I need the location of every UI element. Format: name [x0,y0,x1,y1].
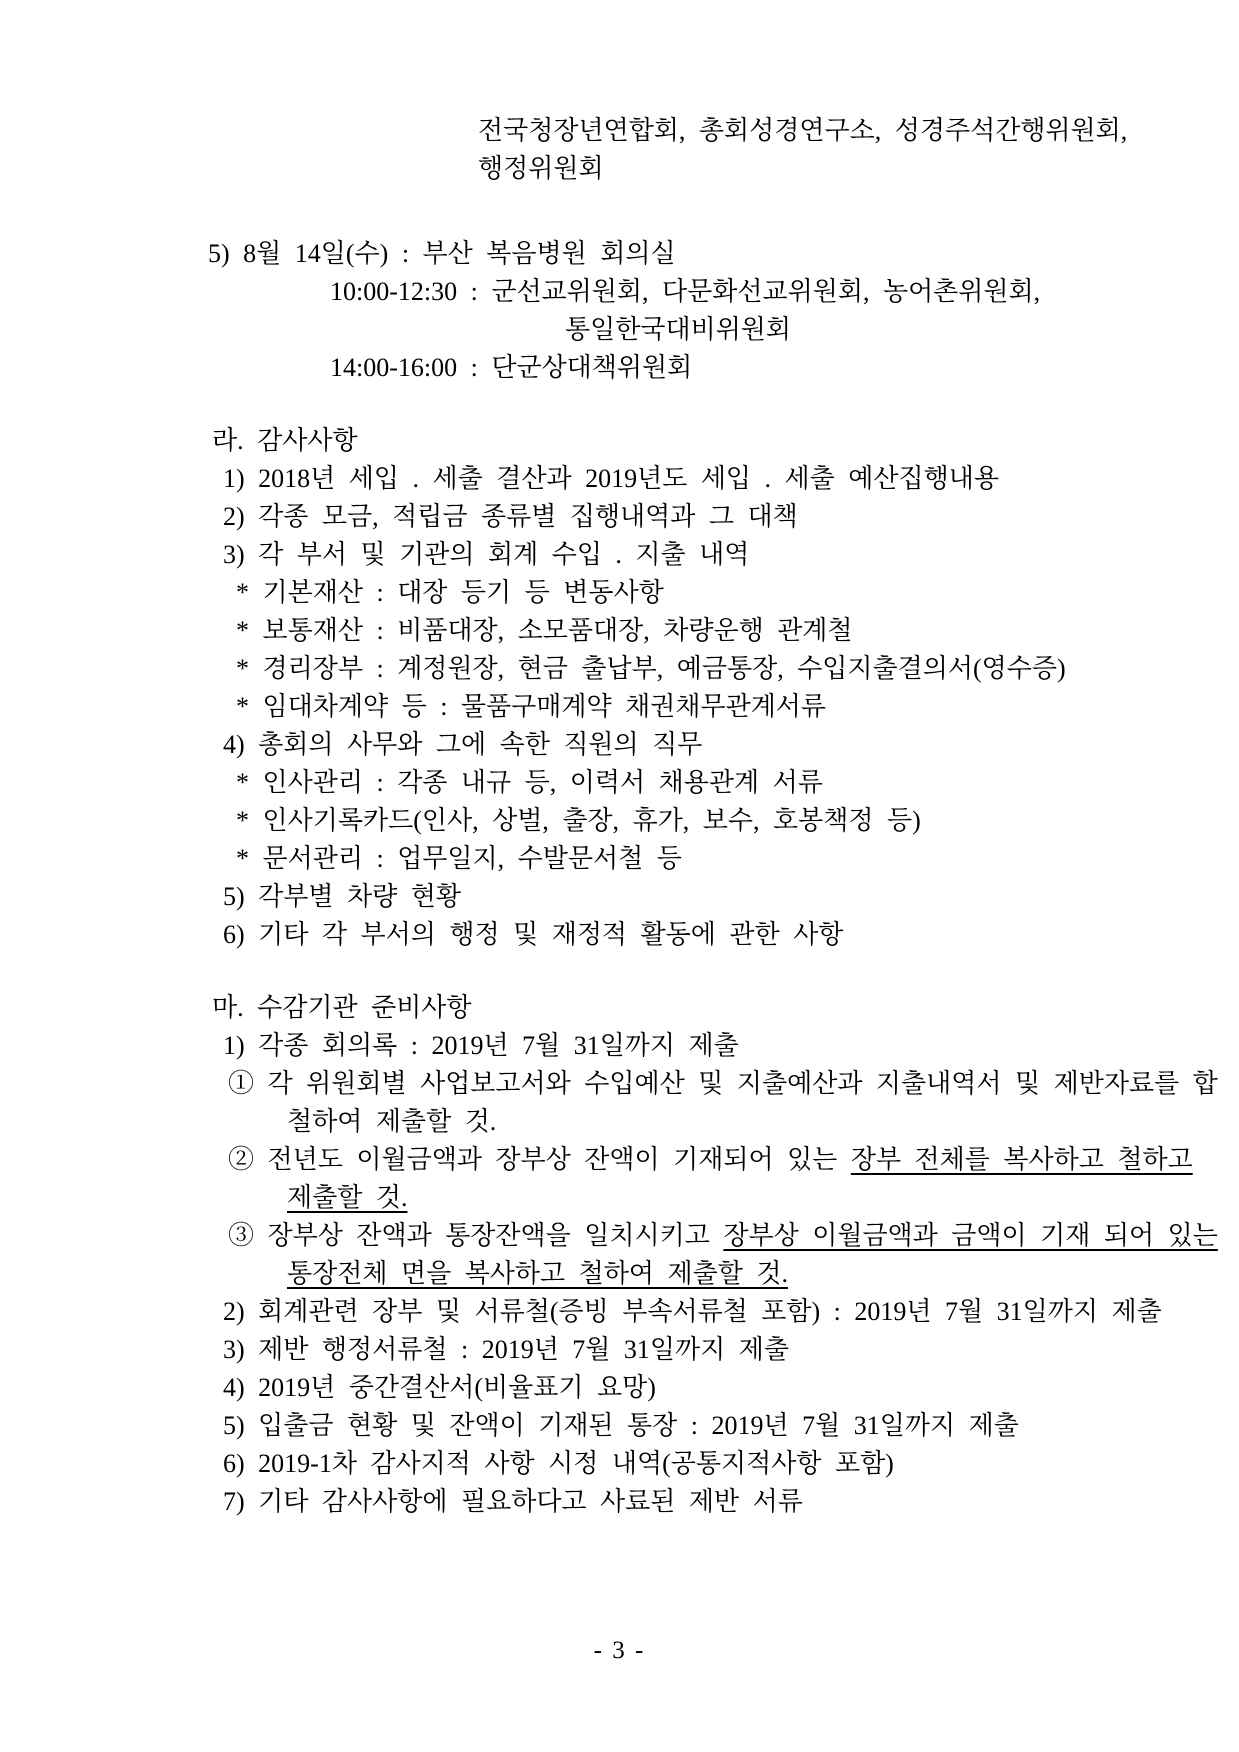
underlined-text: 통장전체 면을 복사하고 철하여 제출할 것. [287,1259,788,1288]
text-segment: * 경리장부 : 계정원장, 현금 출납부, 예금통장, 수입지출결의서(영수증) [236,654,1066,683]
text-segment: * 인사기록카드(인사, 상벌, 출장, 휴가, 보수, 호봉책정 등) [236,806,921,835]
section-ma-heading [212,989,1239,1027]
continuation-line [565,311,1239,349]
text-segment: ② 전년도 이월금액과 장부상 잔액이 기재되어 있는 [228,1145,851,1174]
continuation-line [478,112,1239,150]
page-number: - 3 - [593,1637,646,1664]
schedule-item-5 [208,235,1239,273]
audit-item [223,878,1239,916]
text-segment: 라. 감사사항 [212,426,358,455]
prep-item [223,1445,1239,1483]
text-segment: 5) 입출금 현황 및 잔액이 기재된 통장 : 2019년 7월 31일까지 제출 [223,1411,1019,1440]
prep-item [223,1331,1239,1369]
text-segment: 4) 2019년 중간결산서(비율표기 요망) [223,1373,656,1402]
text-segment: 4) 총회의 사무와 그에 속한 직원의 직무 [223,730,703,759]
text-segment: 7) 기타 감사사항에 필요하다고 사료된 제반 서류 [223,1487,803,1516]
text-segment: 1) 2018년 세입 . 세출 결산과 2019년도 세입 . 세출 예산집행내용 [223,464,999,493]
text-segment: 통일한국대비위원회 [565,315,792,344]
text-segment: 철하여 제출할 것. [287,1107,497,1136]
audit-subitem [236,764,1239,802]
text-segment: 6) 기타 각 부서의 행정 및 재정적 활동에 관한 사항 [223,920,844,949]
text-segment: 5) 각부별 차량 현황 [223,882,461,911]
text-segment: 2) 회계관련 장부 및 서류철(증빙 부속서류철 포함) : 2019년 7월 31일까지 제출 [223,1297,1162,1326]
text-segment: 10:00-12:30 : 군선교위원회, 다문화선교위원회, 농어촌위원회, [330,277,1041,306]
prep-item [223,1293,1239,1331]
section-ra-heading [212,422,1239,460]
text-segment: * 문서관리 : 업무일지, 수발문서철 등 [236,844,682,873]
text-segment: 행정위원회 [478,154,604,183]
prep-item [223,1483,1239,1521]
text-segment: 전국청장년연합회, 총회성경연구소, 성경주석간행위원회, [478,116,1128,145]
audit-item [223,536,1239,574]
audit-subitem [236,688,1239,726]
text-segment: 1) 각종 회의록 : 2019년 7월 31일까지 제출 [223,1031,739,1060]
audit-subitem [236,650,1239,688]
audit-subitem [236,802,1239,840]
prep-subitem-continuation [287,1179,1239,1217]
text-segment: 3) 각 부서 및 기관의 회계 수입 . 지출 내역 [223,540,750,569]
prep-subitem-continuation [287,1255,1239,1293]
audit-subitem [236,840,1239,878]
schedule-time-line [330,273,1239,311]
audit-subitem [236,574,1239,612]
audit-item [223,726,1239,764]
prep-subitem [228,1217,1239,1255]
prep-subitem [228,1065,1239,1103]
text-segment: * 인사관리 : 각종 내규 등, 이력서 채용관계 서류 [236,768,823,797]
audit-item [223,916,1239,954]
continuation-line [478,150,1239,188]
text-segment: 6) 2019-1차 감사지적 사항 시정 내역(공통지적사항 포함) [223,1449,894,1478]
text-segment: ③ 장부상 잔액과 통장잔액을 일치시키고 [228,1221,724,1250]
prep-item [223,1407,1239,1445]
underlined-text: 제출할 것. [287,1183,408,1212]
text-segment: 마. 수감기관 준비사항 [212,993,472,1022]
text-segment: ① 각 위원회별 사업보고서와 수입예산 및 지출예산과 지출내역서 및 제반자료를 합 [228,1069,1218,1098]
audit-subitem [236,612,1239,650]
schedule-time-line [330,349,1239,387]
text-segment: 3) 제반 행정서류철 : 2019년 7월 31일까지 제출 [223,1335,790,1364]
underlined-text: 장부 전체를 복사하고 철하고 [850,1145,1193,1174]
prep-item [223,1027,1239,1065]
audit-item [223,460,1239,498]
prep-subitem-continuation [287,1103,1239,1141]
prep-subitem [228,1141,1239,1179]
prep-item [223,1369,1239,1407]
text-segment: * 임대차계약 등 : 물품구매계약 채권채무관계서류 [236,692,827,721]
underlined-text: 장부상 이월금액과 금액이 기재 되어 있는 [723,1221,1218,1250]
text-segment: 2) 각종 모금, 적립금 종류별 집행내역과 그 대책 [223,502,798,531]
text-segment: 14:00-16:00 : 단군상대책위원회 [330,353,693,382]
text-segment: 5) 8월 14일(수) : 부산 복음병원 회의실 [208,239,676,268]
text-segment: * 기본재산 : 대장 등기 등 변동사항 [236,578,664,607]
audit-item [223,498,1239,536]
text-segment: * 보통재산 : 비품대장, 소모품대장, 차량운행 관계철 [236,616,853,645]
